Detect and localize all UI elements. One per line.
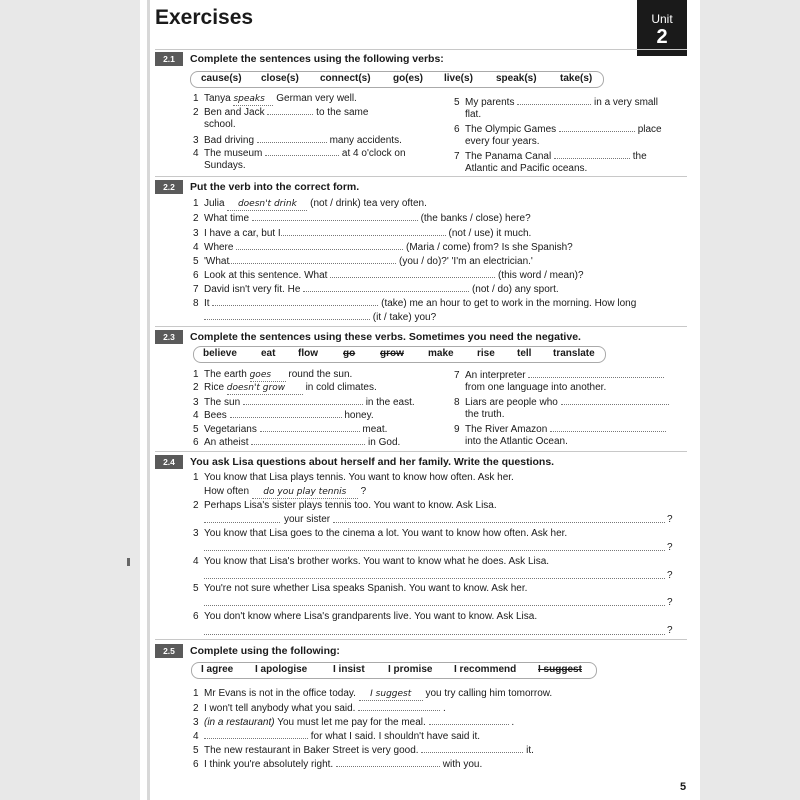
exercise-item: 9 The River Amazon	[454, 423, 666, 436]
answer-blank[interactable]	[303, 283, 469, 292]
word-item: I recommend	[454, 664, 517, 675]
word-item: rise	[477, 348, 495, 359]
exercise-item: 3 I have a car, but I (not / use) it much.	[193, 228, 532, 239]
exercise-item-continuation: (it / take) you?	[204, 311, 436, 324]
word-item: flow	[298, 348, 318, 359]
exercise-item: 1 The earth goes round the sun.	[193, 369, 353, 380]
exercise-number: 2.5	[155, 644, 183, 658]
exercise-item-continuation: the truth.	[465, 409, 505, 420]
section-divider	[155, 639, 687, 640]
word-item: I agree	[201, 664, 234, 675]
exercise-header	[155, 330, 581, 344]
unit-number: 2	[656, 26, 668, 48]
answer-blank[interactable]	[281, 227, 446, 236]
answer-blank[interactable]: doesn't grow	[227, 382, 303, 395]
answer-blank[interactable]	[260, 423, 360, 432]
answer-blank[interactable]	[204, 730, 308, 739]
answer-blank[interactable]: goes	[250, 369, 286, 382]
exercise-instruction: Complete using the following:	[190, 645, 340, 657]
exercise-item-continuation: school.	[204, 119, 236, 130]
word-item: I insist	[333, 664, 365, 675]
answer-blank[interactable]	[243, 396, 363, 405]
exercise-number: 2.2	[155, 180, 183, 194]
exercise-item: 1 You know that Lisa plays tennis. You want to know how often. Ask her.	[193, 472, 514, 483]
word-item: I apologise	[255, 664, 308, 675]
exercise-item: 6 The Olympic Games place	[454, 124, 662, 135]
exercise-item: 4 You know that Lisa's brother works. You want to know what he does. Ask Lisa.	[193, 556, 550, 567]
exercise-item: 2 Rice doesn't grow in cold climates.	[193, 382, 377, 393]
exercise-item: 7 An interpreter	[454, 369, 664, 382]
word-item: eat	[261, 348, 276, 359]
word-item: I suggest	[538, 664, 582, 675]
answer-blank[interactable]	[230, 409, 342, 418]
answer-line[interactable]	[204, 550, 665, 551]
word-item: cause(s)	[201, 73, 242, 84]
word-item: speak(s)	[496, 73, 537, 84]
section-divider	[155, 49, 687, 50]
section-divider	[155, 176, 687, 177]
question-mark: ?	[667, 542, 673, 553]
exercise-item: 5 My parents in a very small	[454, 97, 658, 108]
exercise-item: 1 Tanya speaks German very well.	[193, 93, 357, 104]
exercise-item-continuation: flat.	[465, 109, 482, 120]
page-edge-mark	[127, 558, 130, 566]
exercise-item: 8 Liars are people who	[454, 396, 669, 409]
word-box	[191, 662, 597, 679]
page-title: Exercises	[155, 6, 254, 29]
exercise-item-continuation: from one language into another.	[465, 382, 607, 393]
answer-line[interactable]	[204, 634, 665, 635]
exercise-header	[155, 455, 554, 469]
page-number: 5	[680, 781, 687, 793]
exercise-item: 6 I think you're absolutely right. with you.	[193, 759, 483, 770]
answer-blank[interactable]	[429, 716, 509, 725]
answer-blank[interactable]: speaks	[233, 93, 273, 106]
exercise-item: 7 The Panama Canal the	[454, 151, 647, 162]
answer-blank[interactable]	[267, 106, 313, 115]
question-mark: ?	[667, 570, 673, 581]
exercise-number: 2.1	[155, 52, 183, 66]
answer-blank[interactable]	[212, 297, 378, 306]
word-item: translate	[553, 348, 595, 359]
answer-blank[interactable]	[528, 369, 664, 378]
word-item: take(s)	[560, 73, 593, 84]
answer-blank[interactable]	[517, 96, 591, 105]
answer-blank[interactable]	[336, 758, 440, 767]
exercise-item: 5 The new restaurant in Baker Street is very good. it.	[193, 745, 534, 756]
exercise-item: 3 You know that Lisa goes to the cinema a lot. You want to know how often. Ask her.	[193, 528, 568, 539]
answer-blank[interactable]	[554, 150, 630, 159]
unit-label: Unit	[651, 12, 673, 26]
word-box	[190, 71, 604, 88]
answer-line[interactable]	[333, 522, 665, 523]
exercise-item: 1 Julia doesn't drink (not / drink) tea very often.	[193, 198, 427, 209]
exercise-item: 7 David isn't very fit. He (not / do) any sport.	[193, 284, 559, 295]
exercise-item: 2 Ben and Jack to the same	[193, 107, 369, 118]
word-item: live(s)	[444, 73, 473, 84]
answer-line[interactable]	[204, 578, 665, 579]
exercise-instruction: You ask Lisa questions about herself and her family. Write the questions.	[190, 456, 555, 468]
exercise-header	[155, 644, 340, 658]
exercise-item: 6 An atheist in God.	[193, 437, 401, 448]
answer-blank[interactable]	[257, 134, 327, 143]
word-box	[193, 346, 606, 363]
question-mark: ?	[667, 597, 673, 608]
answer-line[interactable]	[204, 522, 280, 523]
word-item: believe	[203, 348, 237, 359]
exercise-number: 2.3	[155, 330, 183, 344]
exercise-item: 5 You're not sure whether Lisa speaks Spanish. You want to know. Ask her.	[193, 583, 528, 594]
question-mark: ?	[667, 625, 673, 636]
word-item: I promise	[388, 664, 433, 675]
answer-blank[interactable]	[559, 123, 635, 132]
answer-blank[interactable]	[252, 212, 418, 221]
exercise-item-continuation: How often do you play tennis ?	[204, 486, 367, 497]
word-item: grow	[380, 348, 404, 359]
answer-blank[interactable]	[236, 241, 403, 250]
unit-tab	[637, 0, 687, 56]
exercise-item: 5 'What (you / do)?' 'I'm an electrician.'	[193, 256, 533, 267]
exercise-item: 6 You don't know where Lisa's grandparents live. You want to know. Ask Lisa.	[193, 611, 538, 622]
answer-blank[interactable]: I suggest	[359, 688, 423, 701]
exercise-item: 4 Where (Maria / come) from? Is she Spanish?	[193, 242, 573, 253]
answer-blank[interactable]	[229, 255, 396, 264]
answer-blank[interactable]	[265, 147, 339, 156]
answer-blank[interactable]	[251, 436, 365, 445]
exercise-item: 4 Bees honey.	[193, 410, 374, 421]
word-item: close(s)	[261, 73, 299, 84]
exercise-instruction: Complete the sentences using the following verbs:	[190, 53, 444, 65]
word-item: make	[428, 348, 454, 359]
exercise-item-continuation: Sundays.	[204, 160, 246, 171]
exercise-item: 5 Vegetarians meat.	[193, 424, 388, 435]
answer-blank[interactable]	[421, 744, 523, 753]
answer-blank[interactable]	[358, 702, 440, 711]
exercise-item: 4 for what I said. I shouldn't have said it.	[193, 731, 481, 742]
word-item: go(es)	[393, 73, 423, 84]
exercise-item: 4 The museum at 4 o'clock on	[193, 148, 406, 159]
exercise-item: 8 It (take) me an hour to get to work in the morning. How long	[193, 298, 637, 309]
answer-blank[interactable]	[204, 311, 370, 320]
exercise-item: 3 Bad driving many accidents.	[193, 135, 402, 146]
exercise-item: 2 What time (the banks / close) here?	[193, 213, 531, 224]
word-item: tell	[517, 348, 532, 359]
exercise-item: 2 I won't tell anybody what you said. .	[193, 703, 446, 714]
exercise-item-continuation: every four years.	[465, 136, 540, 147]
section-divider	[155, 326, 687, 327]
answer-blank[interactable]	[330, 269, 495, 278]
answer-blank[interactable]	[550, 423, 666, 432]
answer-blank[interactable]: do you play tennis	[252, 486, 358, 499]
exercise-item: 2 Perhaps Lisa's sister plays tennis too. You want to know. Ask Lisa.	[193, 500, 497, 511]
exercise-item-continuation: Atlantic and Pacific oceans.	[465, 163, 588, 174]
page-binding-edge	[147, 0, 150, 800]
answer-blank[interactable]: doesn't drink	[227, 198, 307, 211]
word-item: connect(s)	[320, 73, 371, 84]
exercise-instruction: Put the verb into the correct form.	[190, 181, 360, 193]
word-item: go	[343, 348, 356, 359]
exercise-item-continuation: your sister	[284, 514, 331, 525]
exercise-item: 1 Mr Evans is not in the office today. I suggest you try calling him tomorrow.	[193, 688, 553, 699]
exercise-header	[155, 52, 444, 66]
exercise-item-continuation: into the Atlantic Ocean.	[465, 436, 568, 447]
exercise-header	[155, 180, 359, 194]
question-mark: ?	[667, 514, 673, 525]
exercise-number: 2.4	[155, 455, 183, 469]
answer-blank[interactable]	[561, 396, 669, 405]
answer-line[interactable]	[204, 605, 665, 606]
section-divider	[155, 451, 687, 452]
exercise-item: 3 (in a restaurant) You must let me pay for the meal. .	[193, 717, 515, 728]
exercise-instruction: Complete the sentences using these verbs. Sometimes you need the negative.	[190, 331, 581, 343]
exercise-item: 6 Look at this sentence. What (this word / mean)?	[193, 270, 584, 281]
exercise-item: 3 The sun in the east.	[193, 397, 415, 408]
